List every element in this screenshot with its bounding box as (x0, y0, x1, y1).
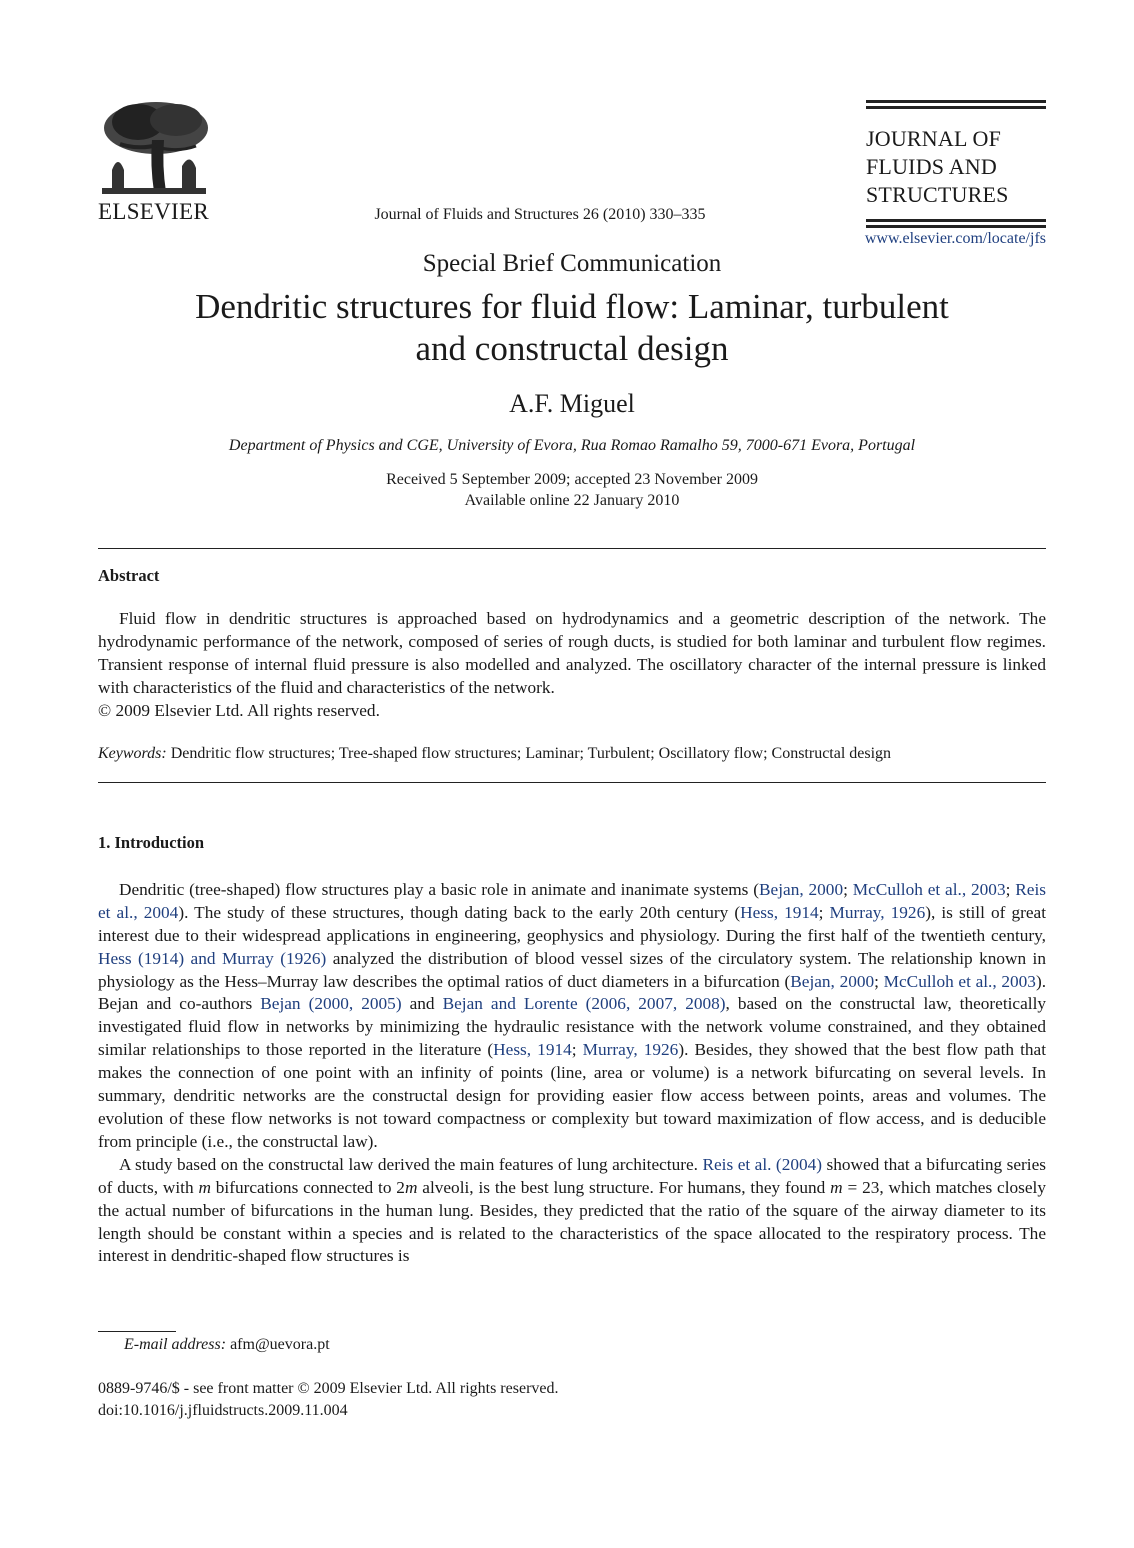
paragraph-text: alveoli, is the best lung structure. For humans, they found (417, 1177, 831, 1197)
citation-link[interactable]: Reis et al., 2004 (98, 879, 1046, 922)
received-date: Received 5 September 2009; accepted 23 November 2009 (386, 471, 758, 488)
citation-link[interactable]: Bejan (2000, 2005) (260, 994, 402, 1014)
citation-link[interactable]: Murray, 1926 (829, 902, 926, 922)
abstract-text: Fluid flow in dendritic structures is approached based on hydrodynamics and a geometric description of the network. The hydrodynamic performance of the network, composed of series of rough ducts, is studied for both laminar and turbulent flow regimes. Transient response of internal fluid pressure is also modelled and analyzed. The oscillatory character of the internal pressure is linked with characteristics of the fluid and characteristics of the network. (98, 608, 1046, 697)
paragraph-text: ; (818, 902, 830, 922)
paragraph-text: ; (1005, 879, 1016, 899)
article-title (98, 286, 1046, 370)
title-line: and constructal design (415, 329, 729, 368)
paragraph-text: = 23, which matches closely the actual number of bifurcations in the human lung. Besides, they predicted that the ratio of the square of the airway diameter to its length should be constant within a species and is related to the characteristics of the space allocated to the respiratory process. The interest in dendritic-shaped flow structures is (98, 1177, 1046, 1266)
citation-link[interactable]: Bejan and Lorente (2006, 2007, 2008) (442, 994, 726, 1014)
double-rule-top (866, 100, 1046, 103)
journal-title-line: STRUCTURES (866, 182, 1009, 207)
paragraph-text: bifurcations connected to 2 (210, 1177, 405, 1197)
citation-link[interactable]: Hess, 1914 (740, 902, 819, 922)
paragraph-text: m (198, 1177, 211, 1197)
doi-line: doi:10.1016/j.jfluidstructs.2009.11.004 (98, 1402, 348, 1419)
publisher-logo (98, 100, 213, 224)
elsevier-tree-logo-icon (98, 100, 210, 198)
intro-paragraph-2 (98, 1154, 1046, 1269)
citation-link[interactable]: Murray, 1926 (582, 1040, 679, 1060)
journal-title-line: JOURNAL OF (866, 126, 1002, 151)
footnote-rule (98, 1331, 176, 1332)
article-dates (98, 469, 1046, 511)
paragraph-text: ). The study of these structures, though dating back to the early 20th century ( (178, 902, 741, 922)
citation-link[interactable]: Reis et al. (2004) (702, 1154, 823, 1174)
abstract-section (98, 565, 1046, 766)
available-date: Available online 22 January 2010 (464, 492, 680, 509)
abstract-heading: Abstract (98, 566, 160, 585)
citation-link[interactable]: Hess (1914) and Murray (1926) (98, 948, 327, 968)
citation-link[interactable]: McCulloh et al., 2003 (883, 971, 1036, 991)
double-rule-bottom (866, 219, 1046, 222)
paragraph-text: ; (843, 879, 853, 899)
citation-link[interactable]: Bejan, 2000 (790, 971, 875, 991)
publisher-name: ELSEVIER (98, 199, 209, 224)
paragraph-text: showed that a bifurcating series of ducts, with (98, 1154, 1046, 1197)
section-heading: 1. Introduction (98, 833, 205, 852)
affiliation: Department of Physics and CGE, University of Evora, Rua Romao Ramalho 59, 7000-671 Evora, Portugal (228, 437, 916, 454)
double-rule-top-2 (866, 106, 1046, 109)
citation-link[interactable]: Hess, 1914 (493, 1040, 572, 1060)
divider (98, 548, 1046, 549)
citation-link[interactable]: Bejan, 2000 (759, 879, 844, 899)
double-rule-bottom-2 (866, 225, 1046, 228)
divider (98, 782, 1046, 783)
citation-link[interactable]: McCulloh et al., 2003 (852, 879, 1006, 899)
paragraph-text: m (404, 1177, 418, 1197)
keywords (98, 743, 1046, 766)
paragraph-text: ; (571, 1040, 583, 1060)
front-matter-footer (98, 1378, 1046, 1422)
paragraph-text: ; (874, 971, 884, 991)
email-label: E-mail address: (124, 1336, 227, 1353)
journal-title-box (866, 100, 1046, 231)
introduction-section (98, 832, 1046, 1268)
journal-url-link[interactable]: www.elsevier.com/locate/jfs (864, 230, 1046, 247)
paragraph-text: m (830, 1177, 843, 1197)
intro-paragraph-1 (98, 879, 1046, 1154)
keywords-label: Keywords: (98, 745, 167, 763)
journal-title-line: FLUIDS AND (866, 154, 997, 179)
paragraph-text: Dendritic (tree-shaped) flow structures play a basic role in animate and inanimate systems ( (119, 879, 760, 899)
keywords-list: Dendritic flow structures; Tree-shaped flow structures; Laminar; Turbulent; Oscillatory flow; Constructal design (170, 745, 892, 763)
footnote-email (124, 1334, 1072, 1356)
journal-citation: Journal of Fluids and Structures 26 (2010) 330–335 (374, 206, 706, 223)
journal-title (866, 125, 1046, 209)
paragraph-text: , based on the constructal law, theoretically investigated fluid flow in networks by minimizing the hydraulic resistance with the network volume constrained, and they obtained similar relationships to those reported in the literature ( (98, 994, 1047, 1060)
article-type: Special Brief Communication (422, 250, 722, 277)
paragraph-text: A study based on the constructal law derived the main features of lung architecture. (119, 1154, 703, 1174)
paragraph-text: and (401, 994, 443, 1014)
email-address: afm@uevora.pt (230, 1336, 330, 1353)
paragraph-text: ). Bejan and co-authors (98, 971, 1047, 1014)
paragraph-text: ). Besides, they showed that the best flow path that makes the connection of one point with an infinity of points (line, area or volume) is a network bifurcating on several levels. In summary, dendritic networks are the constructal design for providing easier flow access between points, areas and volumes. The evolution of these flow networks is not toward compactness or complexity but toward maximization of flow access, and is deducible from principle (i.e., the constructal law). (98, 1040, 1047, 1151)
paragraph-text: ), is still of great interest due to their widespread applications in engineering, geophysics and physiology. During the first half of the twentieth century, (98, 902, 1046, 945)
author-name: A.F. Miguel (509, 389, 635, 418)
copyright-line: © 2009 Elsevier Ltd. All rights reserved. (98, 700, 380, 720)
issn-line: 0889-9746/$ - see front matter © 2009 Elsevier Ltd. All rights reserved. (98, 1380, 559, 1397)
title-line: Dendritic structures for fluid flow: Laminar, turbulent (195, 287, 949, 326)
paragraph-text: analyzed the distribution of blood vessel sizes of the circulatory system. The relationship known in physiology as the Hess–Murray law describes the optimal ratios of duct diameters in a bifurcation ( (98, 948, 1046, 991)
